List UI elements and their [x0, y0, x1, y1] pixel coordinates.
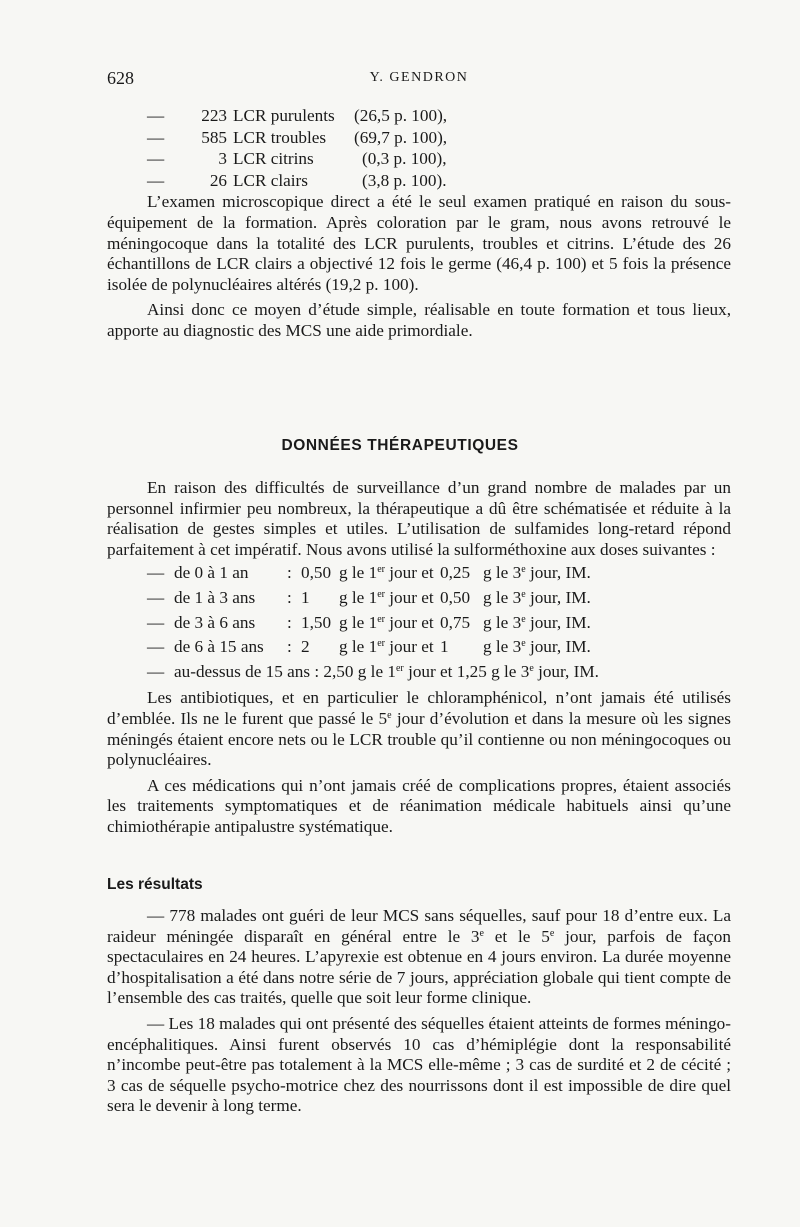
list-item	[107, 171, 731, 193]
dose-unit: g le 3e jour, IM.	[483, 587, 591, 607]
list-dash: —	[147, 587, 165, 607]
dose-separator: :	[287, 587, 292, 607]
lcr-label: LCR clairs	[233, 170, 308, 190]
lcr-percent: (3,8 p. 100).	[362, 170, 447, 190]
lcr-percent: (26,5 p. 100),	[354, 106, 448, 125]
lcr-label: LCR troubles	[233, 127, 327, 147]
paragraph-sequelae: — Les 18 malades qui ont présenté des séquelles étaient atteints de formes méningo-encéphalitiques. Ainsi furent observés 10 cas d’hémiplégie dont la responsabilité n’incombe peut-être pas totalement à la MCS elle-même ; 3 cas de surdité et 2 de cécité ; 3 cas de séquelle psycho-motrice chez des nourrissons dont il est impossible de dire quel sera le devenir à long terme.	[107, 1013, 731, 1116]
lcr-label: LCR purulents	[233, 106, 335, 125]
dose-second: 0,25	[440, 563, 471, 583]
dose-unit: g le 1er jour et	[339, 612, 434, 632]
list-dash: —	[147, 563, 165, 583]
dose-first: 0,50	[301, 563, 332, 583]
lcr-count: 3	[218, 149, 227, 169]
list-dash: —	[147, 661, 165, 681]
dose-first: 1	[301, 587, 310, 607]
dose-over-15: au-dessus de 15 ans : 2,50 g le 1er jour et 1,25 g le 3e jour, IM.	[174, 661, 599, 681]
dose-unit: g le 1er jour et	[339, 563, 434, 583]
subsection-title: Les résultats	[107, 876, 203, 893]
paragraph-therapy: En raison des difficultés de surveillance d’un grand nombre de malades par un personnel infirmier peu nombreux, la thérapeutique a dû être schématisée et réduite à la réalisation de gestes simples et utiles. L’utilisation de sulfamides long-retard répond parfaitement à cet impératif. Nous avons utilisé la sulforméthoxine aux doses suivantes :	[107, 478, 731, 559]
section-title: DONNÉES THÉRAPEUTIQUES	[281, 437, 519, 454]
list-dash: —	[147, 637, 165, 657]
paragraph-medications: A ces médications qui n’ont jamais créé de complications propres, étaient associés les traitements symptomatiques et de réanimation médicale habituels ainsi qu’une chimiothérapie antipalustre systématique.	[107, 775, 731, 836]
dose-row	[107, 613, 731, 638]
dose-row	[107, 588, 731, 613]
dose-unit: g le 3e jour, IM.	[483, 637, 591, 657]
dose-separator: :	[287, 612, 292, 632]
page-header	[107, 68, 731, 90]
lcr-count: 223	[201, 106, 227, 125]
dose-age: de 3 à 6 ans	[174, 612, 256, 632]
therapy-block	[107, 478, 731, 838]
list-dash: —	[147, 106, 165, 125]
dose-list	[107, 563, 731, 686]
dose-age: de 1 à 3 ans	[174, 587, 256, 607]
list-dash: —	[147, 127, 165, 147]
dose-second: 0,75	[440, 612, 471, 632]
paragraph-antibiotics: Les antibiotiques, et en particulier le chloramphénicol, n’ont jamais été utilisés d’emblée. Ils ne le furent que passé le 5e jour d’évolution et dans la mesure où les signes méningés étaient encore nets ou le LCR trouble qu’il contienne ou non méningocoques ou polynucléaires.	[107, 688, 731, 770]
paragraph-microscopy: L’examen microscopique direct a été le seul examen pratiqué en raison du sous-équipement de la formation. Après coloration par le gram, nous avons retrouvé le méningocoque dans la totalité des LCR purulents, troubles et citrins. L’étude des 26 échantillons de LCR clairs a objectivé 12 fois le germe (46,4 p. 100) et 5 fois la présence isolée de polynucléaires altérés (19,2 p. 100).	[107, 192, 731, 294]
dose-age: de 0 à 1 an	[174, 563, 249, 583]
lcr-percent: (0,3 p. 100),	[362, 149, 447, 169]
lcr-count: 26	[209, 170, 227, 190]
paragraph-results: — 778 malades ont guéri de leur MCS sans séquelles, sauf pour 18 d’entre eux. La raideur méningée disparaît en général entre le 3e et le 5e jour, parfois de façon spectaculaires en 24 heures. L’apyrexie est obtenue en 4 jours environ. La durée moyenne d’hospitalisation a été dans notre série de 7 jours, appréciation globale qui tient compte de l’ensemble des cas traités, quelle que soit leur forme clinique.	[107, 906, 731, 1008]
page-number: 628	[107, 68, 134, 88]
dose-row	[107, 662, 731, 687]
list-item	[107, 106, 731, 128]
paragraph-conclusion: Ainsi donc ce moyen d’étude simple, réalisable en toute formation et tous lieux, apporte au diagnostic des MCS une aide primordiale.	[107, 300, 731, 340]
dose-unit: g le 1er jour et	[339, 637, 434, 657]
dose-first: 1,50	[301, 612, 332, 632]
dose-first: 2	[301, 637, 310, 657]
list-dash: —	[147, 170, 165, 190]
top-block	[107, 106, 731, 342]
lcr-count: 585	[201, 127, 227, 147]
dose-separator: :	[287, 563, 292, 583]
lcr-percent: (69,7 p. 100),	[354, 127, 448, 147]
lcr-label: LCR citrins	[233, 149, 314, 169]
dose-age: de 6 à 15 ans	[174, 637, 264, 657]
results-block	[107, 906, 731, 1117]
list-dash: —	[147, 149, 165, 169]
lcr-list	[107, 106, 731, 192]
dose-row	[107, 637, 731, 662]
dose-unit: g le 3e jour, IM.	[483, 612, 591, 632]
dose-row	[107, 563, 731, 588]
list-item	[107, 128, 731, 150]
dose-unit: g le 1er jour et	[339, 587, 434, 607]
dose-second: 1	[440, 637, 449, 657]
dose-separator: :	[287, 637, 292, 657]
dose-second: 0,50	[440, 587, 471, 607]
running-head: Y. GENDRON	[369, 70, 469, 85]
dose-unit: g le 3e jour, IM.	[483, 563, 591, 583]
list-item	[107, 149, 731, 171]
list-dash: —	[147, 612, 165, 632]
